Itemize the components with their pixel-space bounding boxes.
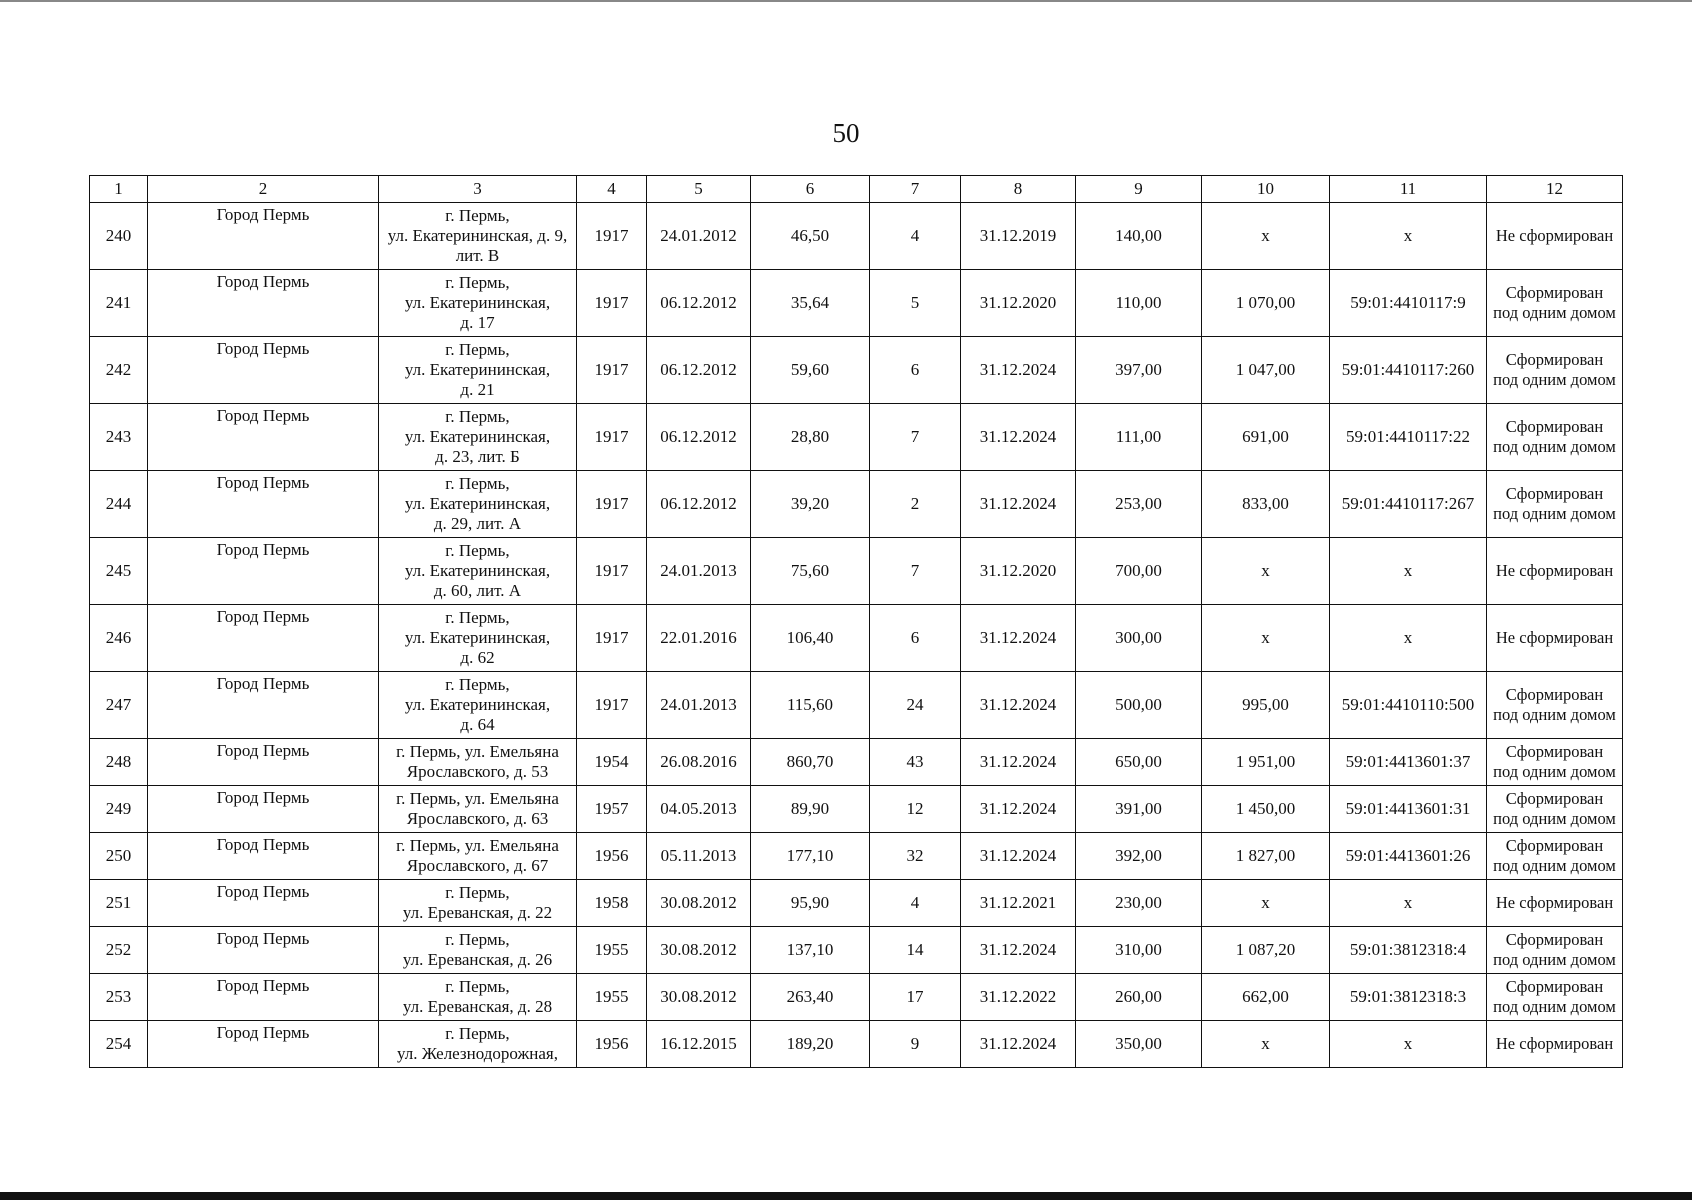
construction-year-cell: 1917	[577, 337, 647, 404]
status-line: Сформирован	[1505, 836, 1604, 855]
row-number: 247	[90, 672, 148, 739]
plot-status-cell	[1487, 1021, 1623, 1068]
residents-count-cell: 2	[870, 471, 961, 538]
resettlement-deadline-cell: 31.12.2020	[961, 270, 1076, 337]
column-number-header: 2	[148, 176, 379, 203]
status-line: под одним домом	[1493, 303, 1616, 322]
address-line: ул. Железнодорожная,	[397, 1044, 558, 1063]
address-line: ул. Ереванская, д. 28	[402, 997, 553, 1016]
status-line: Не сформирован	[1495, 226, 1614, 245]
resettlement-deadline-cell: 31.12.2024	[961, 927, 1076, 974]
cadastral-number-cell: 59:01:4413601:31	[1330, 786, 1487, 833]
municipality-cell: Город Пермь	[148, 833, 379, 880]
status-line: Не сформирован	[1495, 893, 1614, 912]
row-number: 240	[90, 203, 148, 270]
address-line: д. 64	[460, 715, 495, 734]
construction-year-cell: 1957	[577, 786, 647, 833]
resettlement-deadline-cell: 31.12.2024	[961, 786, 1076, 833]
table-row	[90, 880, 1623, 927]
residents-count-cell: 9	[870, 1021, 961, 1068]
column-number-header: 3	[379, 176, 577, 203]
residents-count-cell: 7	[870, 538, 961, 605]
column-number-header: 5	[647, 176, 751, 203]
table-row	[90, 739, 1623, 786]
resettlement-deadline-cell: 31.12.2024	[961, 605, 1076, 672]
cadastral-number-cell: 59:01:4413601:37	[1330, 739, 1487, 786]
address-line: г. Пермь,	[445, 930, 510, 949]
land-area-cell: 110,00	[1076, 270, 1202, 337]
table-row	[90, 270, 1623, 337]
residents-count-cell: 32	[870, 833, 961, 880]
table-row	[90, 927, 1623, 974]
address-line: ул. Екатерининская,	[404, 561, 551, 580]
address-line: г. Пермь,	[445, 541, 510, 560]
resettlement-deadline-cell: 31.12.2024	[961, 739, 1076, 786]
table-row	[90, 672, 1623, 739]
table-row	[90, 833, 1623, 880]
cadastral-number-cell: 59:01:4410117:260	[1330, 337, 1487, 404]
status-line: Не сформирован	[1495, 628, 1614, 647]
plot-status-cell	[1487, 739, 1623, 786]
residents-count-cell: 6	[870, 605, 961, 672]
municipality-cell: Город Пермь	[148, 605, 379, 672]
cadastral-number-cell: х	[1330, 605, 1487, 672]
status-line: Сформирован	[1505, 484, 1604, 503]
status-line: Сформирован	[1505, 789, 1604, 808]
address-line: ул. Ереванская, д. 22	[402, 903, 553, 922]
resettlement-deadline-cell: 31.12.2021	[961, 880, 1076, 927]
recognition-date-cell: 06.12.2012	[647, 471, 751, 538]
address-cell	[379, 880, 577, 927]
address-cell	[379, 270, 577, 337]
area-cell: 177,10	[751, 833, 870, 880]
plot-area-cell: х	[1202, 880, 1330, 927]
recognition-date-cell: 06.12.2012	[647, 404, 751, 471]
column-number-header: 1	[90, 176, 148, 203]
municipality-cell: Город Пермь	[148, 203, 379, 270]
address-line: ул. Екатерининская,	[404, 427, 551, 446]
construction-year-cell: 1917	[577, 605, 647, 672]
address-line: г. Пермь,	[445, 474, 510, 493]
table-row	[90, 538, 1623, 605]
plot-status-cell	[1487, 203, 1623, 270]
plot-area-cell: 1 087,20	[1202, 927, 1330, 974]
residents-count-cell: 43	[870, 739, 961, 786]
plot-status-cell	[1487, 471, 1623, 538]
address-line: Ярославского, д. 67	[406, 856, 549, 875]
address-cell	[379, 337, 577, 404]
construction-year-cell: 1917	[577, 404, 647, 471]
plot-area-cell: 1 450,00	[1202, 786, 1330, 833]
recognition-date-cell: 30.08.2012	[647, 880, 751, 927]
status-line: под одним домом	[1493, 370, 1616, 389]
plot-area-cell: 662,00	[1202, 974, 1330, 1021]
address-line: д. 23, лит. Б	[435, 447, 520, 466]
recognition-date-cell: 16.12.2015	[647, 1021, 751, 1068]
column-number-header: 6	[751, 176, 870, 203]
row-number: 242	[90, 337, 148, 404]
municipality-cell: Город Пермь	[148, 471, 379, 538]
scan-bottom-edge	[0, 1192, 1692, 1200]
plot-area-cell: 1 827,00	[1202, 833, 1330, 880]
address-line: Ярославского, д. 53	[406, 762, 549, 781]
table-row	[90, 203, 1623, 270]
address-cell	[379, 605, 577, 672]
address-line: г. Пермь,	[445, 675, 510, 694]
column-number-header: 12	[1487, 176, 1623, 203]
column-number-header: 10	[1202, 176, 1330, 203]
status-line: Сформирован	[1505, 417, 1604, 436]
address-line: д. 60, лит. А	[433, 581, 522, 600]
recognition-date-cell: 06.12.2012	[647, 337, 751, 404]
area-cell: 115,60	[751, 672, 870, 739]
column-number-header-row	[90, 176, 1623, 203]
plot-status-cell	[1487, 270, 1623, 337]
cadastral-number-cell: 59:01:4410117:22	[1330, 404, 1487, 471]
address-line: г. Пермь,	[445, 1024, 510, 1043]
housing-registry-table	[89, 175, 1623, 1068]
area-cell: 75,60	[751, 538, 870, 605]
address-cell	[379, 974, 577, 1021]
plot-status-cell	[1487, 880, 1623, 927]
area-cell: 106,40	[751, 605, 870, 672]
row-number: 248	[90, 739, 148, 786]
municipality-cell: Город Пермь	[148, 337, 379, 404]
plot-status-cell	[1487, 404, 1623, 471]
land-area-cell: 230,00	[1076, 880, 1202, 927]
address-line: ул. Екатерининская,	[404, 360, 551, 379]
resettlement-deadline-cell: 31.12.2022	[961, 974, 1076, 1021]
area-cell: 189,20	[751, 1021, 870, 1068]
plot-status-cell	[1487, 538, 1623, 605]
cadastral-number-cell: 59:01:4410117:267	[1330, 471, 1487, 538]
table-row	[90, 605, 1623, 672]
area-cell: 263,40	[751, 974, 870, 1021]
column-number-header: 9	[1076, 176, 1202, 203]
row-number: 246	[90, 605, 148, 672]
construction-year-cell: 1917	[577, 538, 647, 605]
construction-year-cell: 1954	[577, 739, 647, 786]
residents-count-cell: 14	[870, 927, 961, 974]
cadastral-number-cell: 59:01:4410110:500	[1330, 672, 1487, 739]
page-number: 50	[832, 118, 860, 148]
status-line: под одним домом	[1493, 762, 1616, 781]
address-line: ул. Ереванская, д. 26	[402, 950, 553, 969]
land-area-cell: 391,00	[1076, 786, 1202, 833]
plot-area-cell: х	[1202, 538, 1330, 605]
cadastral-number-cell: х	[1330, 880, 1487, 927]
land-area-cell: 650,00	[1076, 739, 1202, 786]
construction-year-cell: 1917	[577, 471, 647, 538]
plot-area-cell: х	[1202, 203, 1330, 270]
construction-year-cell: 1955	[577, 927, 647, 974]
address-cell	[379, 471, 577, 538]
status-line: Сформирован	[1505, 283, 1604, 302]
table-body	[90, 203, 1623, 1068]
address-cell	[379, 672, 577, 739]
plot-status-cell	[1487, 833, 1623, 880]
construction-year-cell: 1956	[577, 1021, 647, 1068]
address-line: г. Пермь,	[445, 608, 510, 627]
address-line: г. Пермь,	[445, 407, 510, 426]
land-area-cell: 260,00	[1076, 974, 1202, 1021]
land-area-cell: 700,00	[1076, 538, 1202, 605]
table-row	[90, 404, 1623, 471]
municipality-cell: Город Пермь	[148, 1021, 379, 1068]
plot-area-cell: х	[1202, 605, 1330, 672]
column-number-header: 7	[870, 176, 961, 203]
municipality-cell: Город Пермь	[148, 739, 379, 786]
scan-top-edge	[0, 0, 1692, 2]
residents-count-cell: 5	[870, 270, 961, 337]
address-line: ул. Екатерининская, д. 9,	[387, 226, 568, 245]
address-line: ул. Екатерининская,	[404, 695, 551, 714]
recognition-date-cell: 24.01.2013	[647, 672, 751, 739]
address-cell	[379, 786, 577, 833]
plot-status-cell	[1487, 672, 1623, 739]
area-cell: 59,60	[751, 337, 870, 404]
municipality-cell: Город Пермь	[148, 672, 379, 739]
table-row	[90, 337, 1623, 404]
table-row	[90, 471, 1623, 538]
plot-area-cell: 995,00	[1202, 672, 1330, 739]
construction-year-cell: 1958	[577, 880, 647, 927]
address-line: ул. Екатерининская,	[404, 494, 551, 513]
status-line: под одним домом	[1493, 705, 1616, 724]
address-line: г. Пермь,	[445, 977, 510, 996]
row-number: 253	[90, 974, 148, 1021]
address-line: Ярославского, д. 63	[406, 809, 549, 828]
residents-count-cell: 4	[870, 203, 961, 270]
address-line: г. Пермь, ул. Емельяна	[396, 789, 559, 808]
status-line: Сформирован	[1505, 930, 1604, 949]
recognition-date-cell: 06.12.2012	[647, 270, 751, 337]
status-line: Сформирован	[1505, 742, 1604, 761]
cadastral-number-cell: 59:01:4413601:26	[1330, 833, 1487, 880]
plot-status-cell	[1487, 927, 1623, 974]
land-area-cell: 500,00	[1076, 672, 1202, 739]
land-area-cell: 350,00	[1076, 1021, 1202, 1068]
address-cell	[379, 538, 577, 605]
land-area-cell: 392,00	[1076, 833, 1202, 880]
municipality-cell: Город Пермь	[148, 974, 379, 1021]
construction-year-cell: 1917	[577, 270, 647, 337]
row-number: 243	[90, 404, 148, 471]
plot-status-cell	[1487, 605, 1623, 672]
address-line: г. Пермь, ул. Емельяна	[396, 742, 559, 761]
cadastral-number-cell: 59:01:4410117:9	[1330, 270, 1487, 337]
area-cell: 89,90	[751, 786, 870, 833]
plot-area-cell: 1 047,00	[1202, 337, 1330, 404]
address-line: д. 62	[460, 648, 495, 667]
address-cell	[379, 927, 577, 974]
status-line: Не сформирован	[1495, 1034, 1614, 1053]
address-cell	[379, 1021, 577, 1068]
status-line: под одним домом	[1493, 997, 1616, 1016]
residents-count-cell: 6	[870, 337, 961, 404]
cadastral-number-cell: 59:01:3812318:4	[1330, 927, 1487, 974]
status-line: Сформирован	[1505, 685, 1604, 704]
cadastral-number-cell: х	[1330, 538, 1487, 605]
cadastral-number-cell: х	[1330, 203, 1487, 270]
construction-year-cell: 1917	[577, 203, 647, 270]
construction-year-cell: 1917	[577, 672, 647, 739]
plot-area-cell: 1 951,00	[1202, 739, 1330, 786]
area-cell: 39,20	[751, 471, 870, 538]
area-cell: 46,50	[751, 203, 870, 270]
municipality-cell: Город Пермь	[148, 270, 379, 337]
row-number: 251	[90, 880, 148, 927]
recognition-date-cell: 24.01.2012	[647, 203, 751, 270]
land-area-cell: 300,00	[1076, 605, 1202, 672]
area-cell: 860,70	[751, 739, 870, 786]
plot-area-cell: х	[1202, 1021, 1330, 1068]
recognition-date-cell: 30.08.2012	[647, 927, 751, 974]
address-line: лит. В	[455, 246, 500, 265]
status-line: под одним домом	[1493, 950, 1616, 969]
column-number-header: 4	[577, 176, 647, 203]
status-line: под одним домом	[1493, 504, 1616, 523]
residents-count-cell: 4	[870, 880, 961, 927]
recognition-date-cell: 05.11.2013	[647, 833, 751, 880]
plot-status-cell	[1487, 974, 1623, 1021]
plot-area-cell: 833,00	[1202, 471, 1330, 538]
address-line: ул. Екатерининская,	[404, 628, 551, 647]
residents-count-cell: 12	[870, 786, 961, 833]
resettlement-deadline-cell: 31.12.2024	[961, 337, 1076, 404]
resettlement-deadline-cell: 31.12.2024	[961, 471, 1076, 538]
plot-area-cell: 1 070,00	[1202, 270, 1330, 337]
municipality-cell: Город Пермь	[148, 786, 379, 833]
cadastral-number-cell: х	[1330, 1021, 1487, 1068]
recognition-date-cell: 24.01.2013	[647, 538, 751, 605]
row-number: 252	[90, 927, 148, 974]
row-number: 245	[90, 538, 148, 605]
resettlement-deadline-cell: 31.12.2024	[961, 404, 1076, 471]
recognition-date-cell: 04.05.2013	[647, 786, 751, 833]
address-cell	[379, 203, 577, 270]
status-line: под одним домом	[1493, 856, 1616, 875]
land-area-cell: 253,00	[1076, 471, 1202, 538]
address-line: г. Пермь, ул. Емельяна	[396, 836, 559, 855]
area-cell: 28,80	[751, 404, 870, 471]
address-line: ул. Екатерининская,	[404, 293, 551, 312]
municipality-cell: Город Пермь	[148, 538, 379, 605]
table-row	[90, 786, 1623, 833]
address-cell	[379, 404, 577, 471]
address-line: д. 21	[460, 380, 495, 399]
column-number-header: 8	[961, 176, 1076, 203]
status-line: Сформирован	[1505, 350, 1604, 369]
area-cell: 35,64	[751, 270, 870, 337]
recognition-date-cell: 26.08.2016	[647, 739, 751, 786]
status-line: под одним домом	[1493, 437, 1616, 456]
table-row	[90, 1021, 1623, 1068]
resettlement-deadline-cell: 31.12.2024	[961, 672, 1076, 739]
address-line: д. 29, лит. А	[433, 514, 522, 533]
construction-year-cell: 1955	[577, 974, 647, 1021]
residents-count-cell: 7	[870, 404, 961, 471]
column-number-header: 11	[1330, 176, 1487, 203]
address-line: г. Пермь,	[445, 206, 510, 225]
address-cell	[379, 833, 577, 880]
plot-status-cell	[1487, 786, 1623, 833]
resettlement-deadline-cell: 31.12.2024	[961, 1021, 1076, 1068]
row-number: 241	[90, 270, 148, 337]
construction-year-cell: 1956	[577, 833, 647, 880]
address-line: д. 17	[460, 313, 495, 332]
plot-area-cell: 691,00	[1202, 404, 1330, 471]
resettlement-deadline-cell: 31.12.2020	[961, 538, 1076, 605]
residents-count-cell: 24	[870, 672, 961, 739]
municipality-cell: Город Пермь	[148, 404, 379, 471]
recognition-date-cell: 22.01.2016	[647, 605, 751, 672]
resettlement-deadline-cell: 31.12.2024	[961, 833, 1076, 880]
row-number: 254	[90, 1021, 148, 1068]
area-cell: 137,10	[751, 927, 870, 974]
address-line: г. Пермь,	[445, 340, 510, 359]
row-number: 244	[90, 471, 148, 538]
land-area-cell: 310,00	[1076, 927, 1202, 974]
recognition-date-cell: 30.08.2012	[647, 974, 751, 1021]
address-line: г. Пермь,	[445, 883, 510, 902]
address-cell	[379, 739, 577, 786]
cadastral-number-cell: 59:01:3812318:3	[1330, 974, 1487, 1021]
land-area-cell: 140,00	[1076, 203, 1202, 270]
resettlement-deadline-cell: 31.12.2019	[961, 203, 1076, 270]
status-line: под одним домом	[1493, 809, 1616, 828]
land-area-cell: 397,00	[1076, 337, 1202, 404]
municipality-cell: Город Пермь	[148, 927, 379, 974]
table-row	[90, 974, 1623, 1021]
status-line: Не сформирован	[1495, 561, 1614, 580]
address-line: г. Пермь,	[445, 273, 510, 292]
land-area-cell: 111,00	[1076, 404, 1202, 471]
municipality-cell: Город Пермь	[148, 880, 379, 927]
residents-count-cell: 17	[870, 974, 961, 1021]
row-number: 250	[90, 833, 148, 880]
row-number: 249	[90, 786, 148, 833]
area-cell: 95,90	[751, 880, 870, 927]
status-line: Сформирован	[1505, 977, 1604, 996]
plot-status-cell	[1487, 337, 1623, 404]
